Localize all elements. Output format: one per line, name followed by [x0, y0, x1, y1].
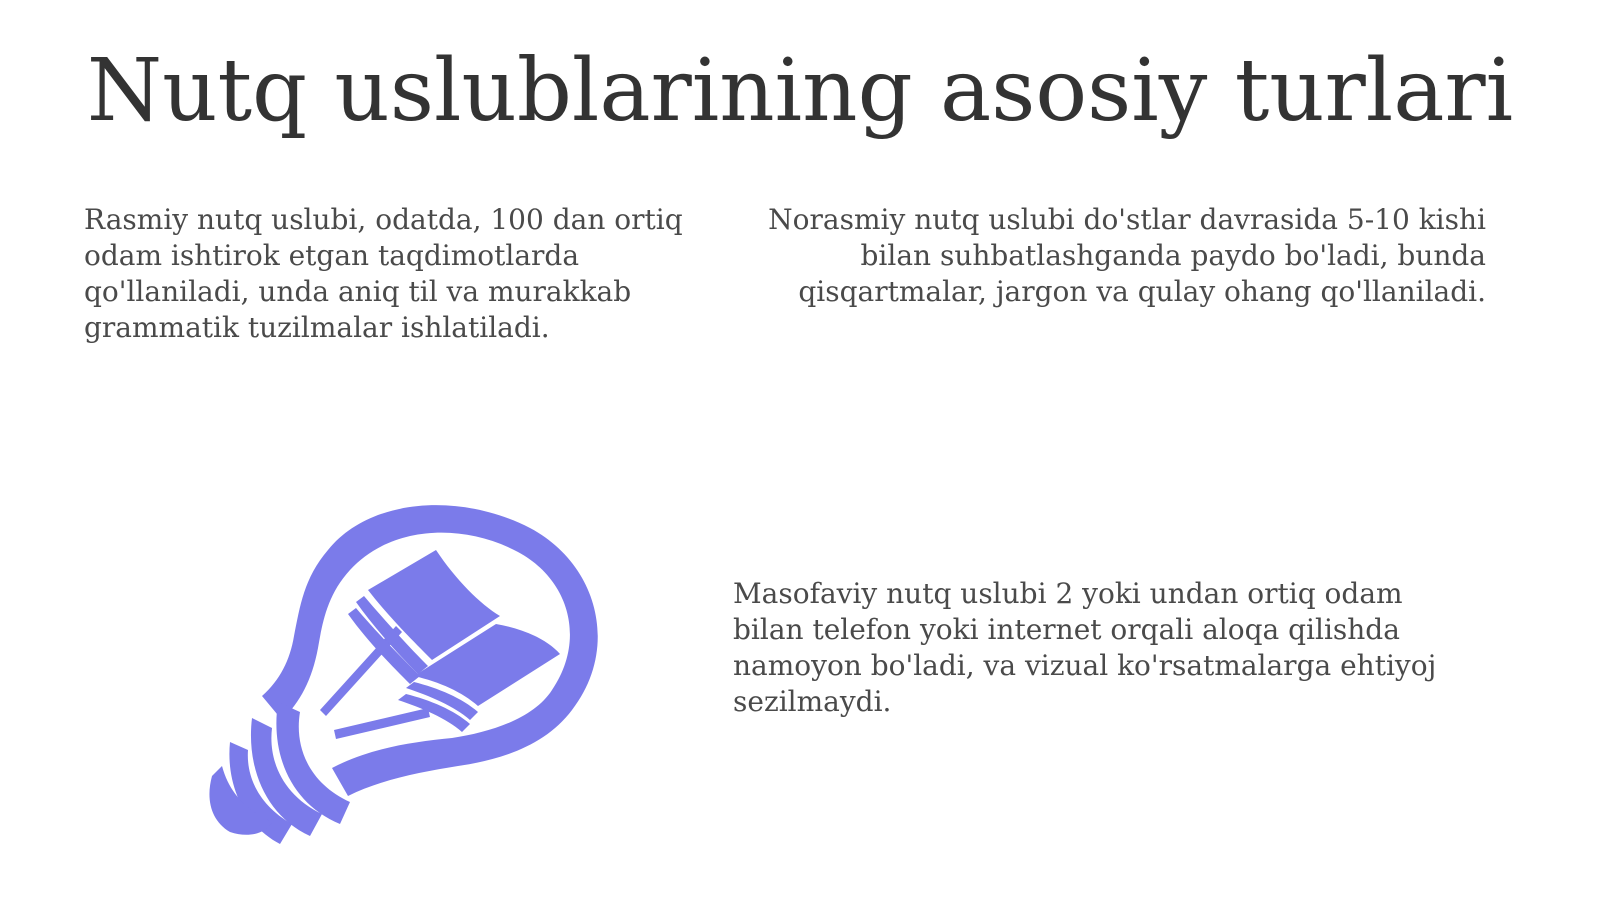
- formal-style-text: Rasmiy nutq uslubi, odatda, 100 dan ortiq odam ishtirok etgan taqdimotlarda qo'llaniladi, unda aniq til va murakkab grammatik tuzilmalar ishlatiladi.: [84, 203, 683, 344]
- slide-title: Nutq uslublarining asosiy turlari: [86, 41, 1514, 141]
- remote-style-text: Masofaviy nutq uslubi 2 yoki undan ortiq odam bilan telefon yoki internet orqali aloqa qilishda namoyon bo'ladi, va vizual ko'rsatmalarga ehtiyoj sezilmaydi.: [733, 577, 1437, 718]
- informal-style-text: Norasmiy nutq uslubi do'stlar davrasida 5-10 kishi bilan suhbatlashganda paydo bo'ladi, bunda qisqartmalar, jargon va qulay ohang qo'llaniladi.: [768, 203, 1486, 308]
- lightbulb-book-icon: [200, 498, 620, 858]
